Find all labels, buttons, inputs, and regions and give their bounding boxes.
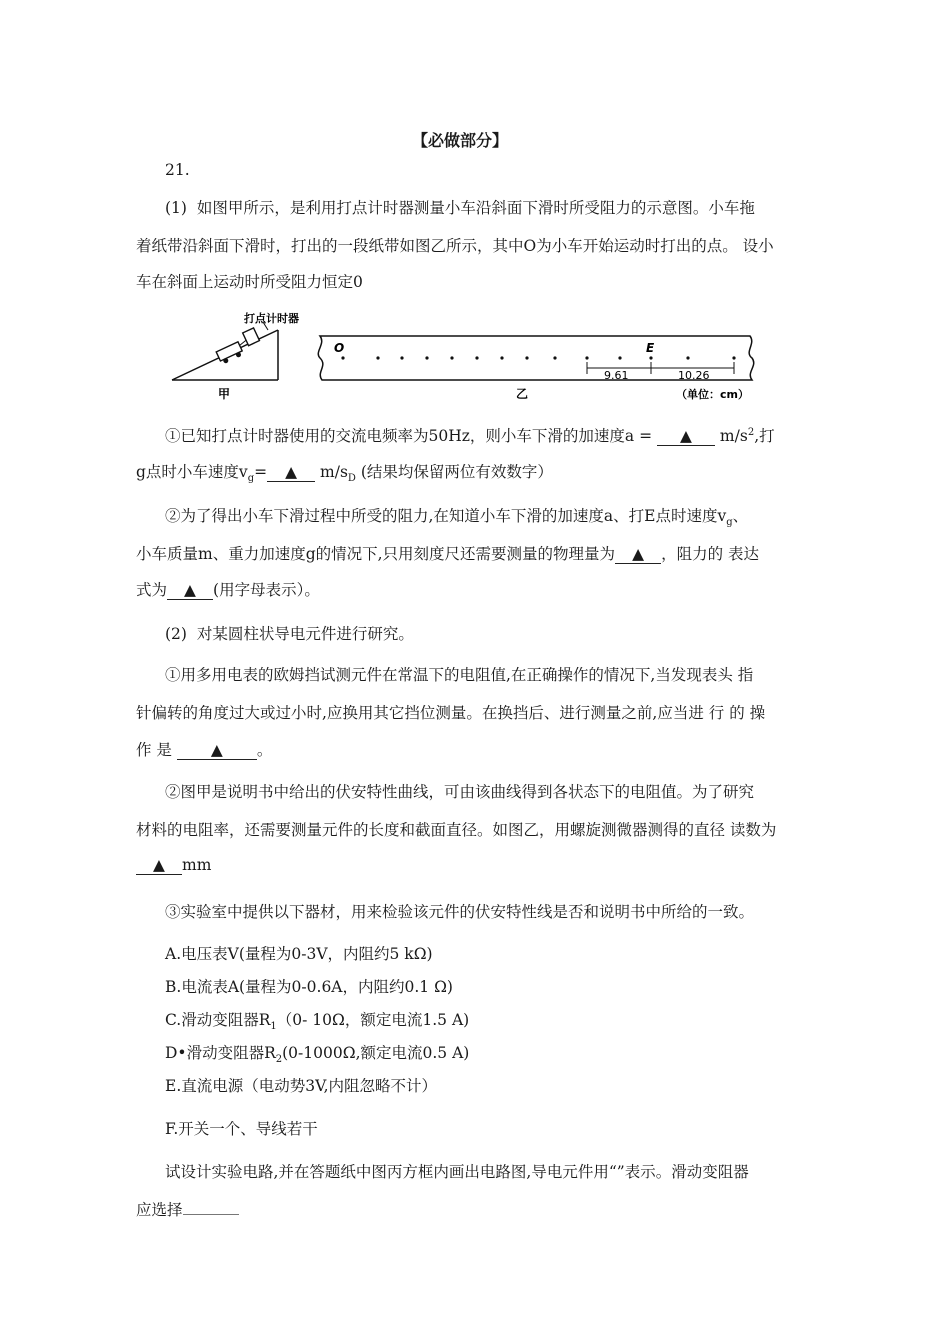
part1-q1-line2 (136, 460, 553, 484)
answer-blank-operation[interactable]: ▲ (177, 742, 257, 760)
part2-q1-line2: 针偏转的角度过大或过小时,应换用其它挡位测量。在换挡后、进行测量之前,应当进 行 的 操 (136, 704, 766, 722)
timer-label: 打点计时器 (244, 312, 299, 325)
final-line2 (136, 1198, 239, 1220)
part1-q2-line2 (136, 542, 759, 564)
part1-q2-sub: g (726, 517, 733, 529)
part2-title-text: 对某圆柱状导电元件进行研究。 (196, 625, 414, 643)
point-e-label: E (646, 341, 655, 355)
figure-incline-and-tape (0, 300, 950, 410)
answer-blank-acceleration[interactable]: ▲ (657, 428, 715, 446)
figure-tape (318, 336, 753, 401)
part2-q2-line3 (136, 856, 211, 875)
answer-blank-quantity[interactable]: ▲ (615, 546, 661, 564)
cart-shape (216, 342, 242, 361)
equipment-item-d (165, 1041, 469, 1065)
part1-intro-text: 如图甲所示，是利用打点计时器测量小车沿斜面下滑时所受阻力的示意图。小车拖 (196, 199, 755, 217)
part1-q1-line1 (165, 424, 775, 446)
part2-q2-line1: ②图甲是说明书中给出的伏安特性曲线，可由该曲线得到各状态下的电阻值。为了研究 (165, 783, 755, 801)
part1-q2-line1 (165, 504, 748, 528)
part1-q1-text-c: ,打 (754, 427, 775, 445)
fig-b-label: 乙 (516, 387, 529, 401)
unit-label: （单位：cm） (676, 388, 749, 401)
answer-blank-diameter[interactable]: ▲ (136, 857, 182, 875)
part1-q2-line2-a: 小车质量m、重力加速度g的情况下,只用刻度尺还需要测量的物理量为 (136, 545, 616, 563)
part1-q1-sub2: D (347, 473, 356, 485)
part2-q1-line3-text: 作 是 (136, 741, 177, 759)
item-d-sub: 2 (275, 1054, 283, 1066)
part2-q1-line1: ①用多用电表的欧姆挡试测元件在常温下的电阻值,在正确操作的情况下,当发现表头 指 (165, 666, 754, 684)
part1-q1-line2-d: (结果均保留两位有效数字） (355, 463, 553, 481)
equipment-item-f: F.开关一个、导线若干 (165, 1120, 318, 1138)
distance-2: 10.26 (678, 369, 710, 382)
figure-incline (172, 311, 299, 401)
final-line1: 试设计实验电路,并在答题纸中图丙方框内画出电路图,导电元件用“”表示。滑动变阻器 (165, 1163, 749, 1181)
part1-q2-line3-a: 式为 (136, 581, 168, 599)
answer-blank-velocity[interactable]: ▲ (267, 464, 315, 482)
item-c-sub: 1 (270, 1021, 277, 1033)
part2-q1-line3 (136, 738, 272, 760)
part1-q1-line2-b: = (254, 463, 268, 481)
part1-intro-line3: 车在斜面上运动时所受阻力恒定0 (136, 273, 363, 291)
part1-label: (1) (165, 199, 187, 217)
part1-q1-line2-c: m/s (315, 463, 348, 481)
answer-blank-resistance-expression[interactable]: ▲ (167, 582, 213, 600)
item-c-text-b: （0- 10Ω，额定电流1.5 A) (276, 1011, 470, 1029)
part2-q1-line3-end: 。 (256, 741, 273, 759)
part1-q1-sub1: g (247, 473, 255, 485)
distance-1: 9.61 (604, 369, 629, 382)
part1-q2-text: ②为了得出小车下滑过程中所受的阻力,在知道小车下滑的加速度a、打E点时速度v (165, 507, 727, 525)
part1-q2-line3 (136, 578, 320, 600)
part2-q2-line2: 材料的电阻率，还需要测量元件的长度和截面直径。如图乙，用螺旋测微器测得的直径 读数为 (136, 821, 777, 839)
part2-title (165, 622, 414, 644)
part1-q1-text-a: ①已知打点计时器使用的交流电频率为50Hz，则小车下滑的加速度a = (165, 427, 657, 445)
part2-q2-unit: mm (182, 856, 212, 874)
part1-q2-line2-b: ，阻力的 表达 (661, 545, 759, 563)
answer-blank-rheostat[interactable] (183, 1214, 239, 1215)
point-o-label: O (334, 341, 345, 355)
fig-a-label: 甲 (218, 387, 231, 401)
equipment-item-b: B.电流表A(量程为0-0.6A，内阻约0.1 Ω) (165, 978, 453, 996)
part1-q1-line2-a: g点时小车速度v (136, 463, 248, 481)
item-d-text-a: D•滑动变阻器R (165, 1044, 276, 1062)
part1-intro-line1 (165, 196, 755, 218)
item-d-text-b: (0-1000Ω,额定电流0.5 A) (282, 1044, 470, 1062)
item-c-text-a: C.滑动变阻器R (165, 1011, 271, 1029)
equipment-item-c (165, 1008, 469, 1032)
equipment-item-e: E.直流电源（电动势3V,内阻忽略不计） (165, 1077, 438, 1095)
section-heading: 【必做部分】 (412, 131, 509, 150)
part1-q2-line3-b: (用字母表示）。 (213, 581, 320, 599)
question-number: 21. (165, 161, 190, 179)
part1-q1-unit: m/s (715, 427, 748, 445)
part1-q1-sup: 2 (747, 426, 755, 438)
part2-q3-intro: ③实验室中提供以下器材，用来检验该元件的伏安特性线是否和说明书中所给的一致。 (165, 903, 755, 921)
part2-label: (2) (165, 625, 187, 643)
part1-intro-line2: 着纸带沿斜面下滑时，打出的一段纸带如图乙所示，其中O为小车开始运动时打出的点。 设小 (136, 237, 774, 255)
timer-shape (243, 328, 260, 346)
final-line2-text: 应选择 (136, 1201, 183, 1219)
part1-q2-end: 、 (732, 507, 749, 525)
equipment-item-a: A.电压表V(量程为0-3V，内阻约5 kΩ) (165, 945, 433, 963)
